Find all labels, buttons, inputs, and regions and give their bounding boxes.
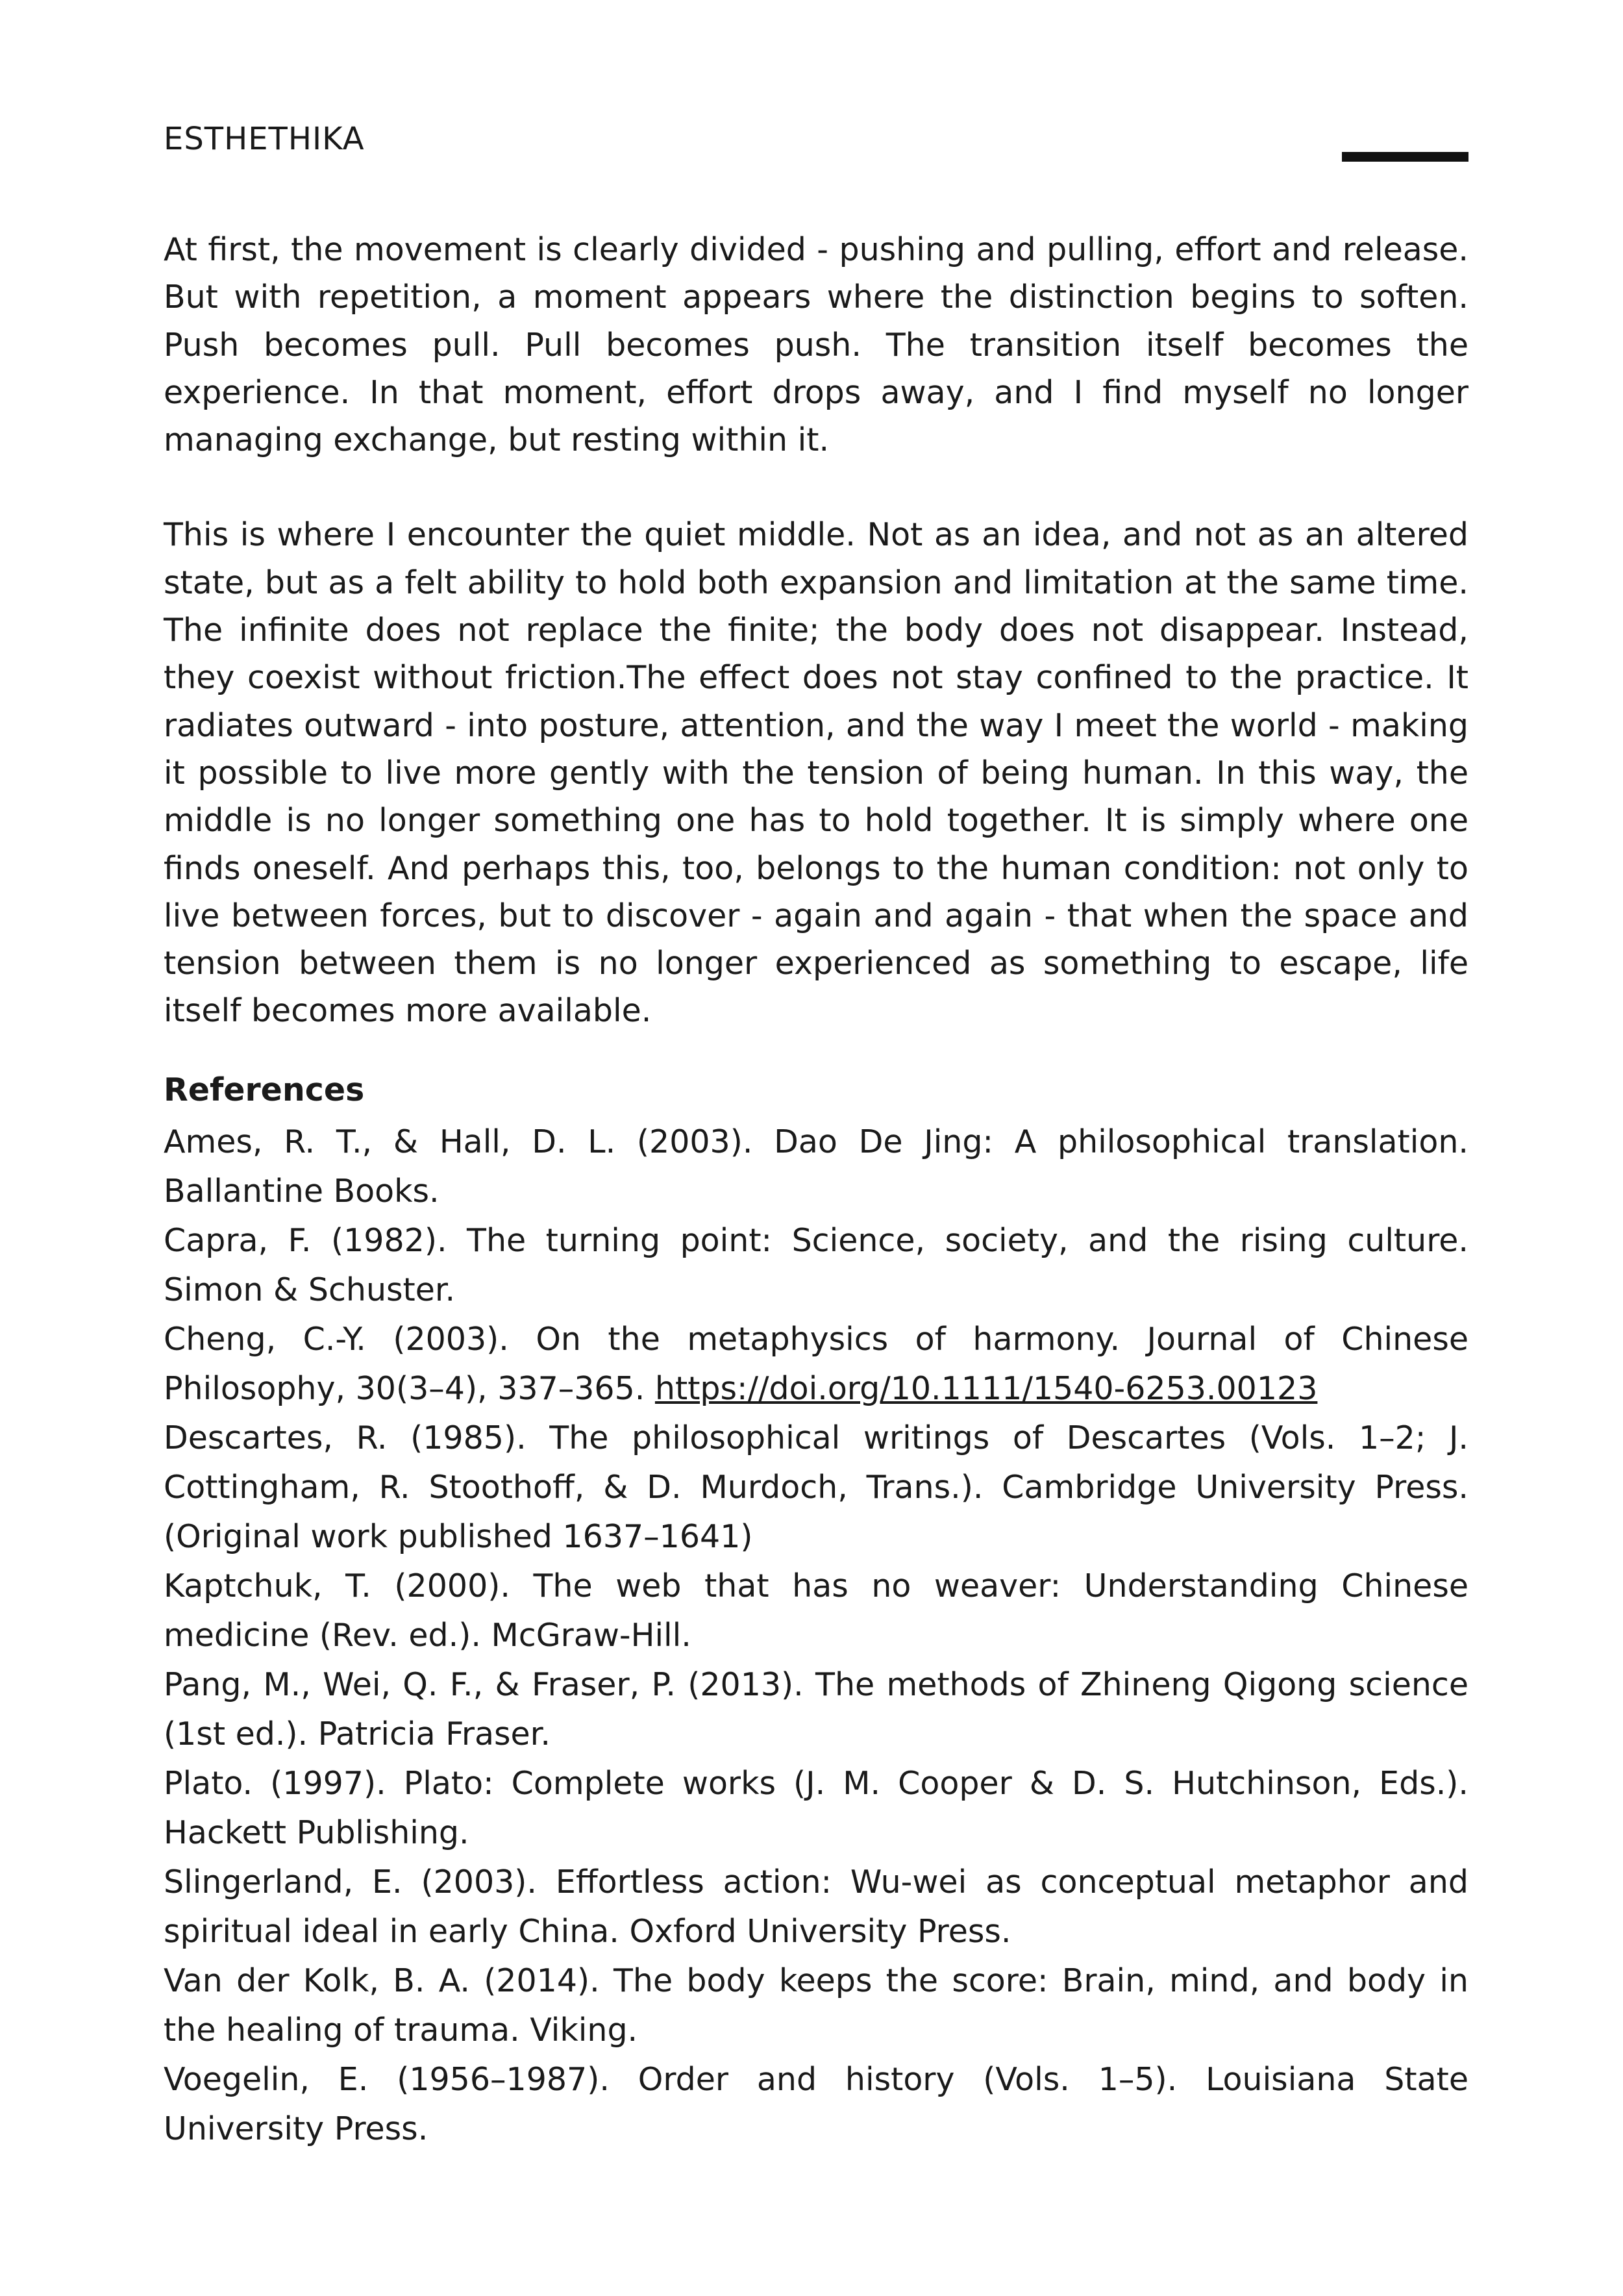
reference-text: Plato. (1997). Plato: Complete works (J. M. Cooper & D. S. Hutchinson, Eds.). Hackett Publishing. [164,1764,1468,1851]
brand-title: ESTHETHIKA [164,121,365,157]
reference-text: Cheng, C.-Y. (2003). On the metaphysics of harmony. Journal of Chinese Philosophy, 30(3–4), 337–365. [164,1320,1468,1407]
reference-item [164,1216,1468,1315]
reference-item [164,1414,1468,1562]
body-paragraph: At first, the movement is clearly divided - pushing and pulling, effort and release. But with repetition, a moment appears where the distinction begins to soften. Push becomes pull. Pull becomes push. The transition itself becomes the experience. In that moment, effort drops away, and I find myself no longer managing exchange, but resting within it. [164,231,1468,459]
reference-text: Ames, R. T., & Hall, D. L. (2003). Dao De Jing: A philosophical translation. Ballantine Books. [164,1123,1468,1210]
reference-text: Descartes, R. (1985). The philosophical writings of Descartes (Vols. 1–2; J. Cottingham, R. Stoothoff, & D. Murdoch, Trans.). Cambridge University Press. (Original work published 1637–1641) [164,1419,1468,1555]
document-page [164,0,1468,2154]
reference-item [164,1858,1468,1956]
reference-item [164,1315,1468,1414]
reference-item [164,1759,1468,1858]
reference-item [164,1956,1468,2055]
reference-item [164,1660,1468,1759]
body-paragraph: This is where I encounter the quiet middle. Not as an idea, and not as an altered state, but as a felt ability to hold both expansion and limitation at the same time. The infinite does not replace the finite; the body does not disappear. Instead, they coexist without friction.The effect does not stay confined to the practice. It radiates outward - into posture, attention, and the way I meet the world - making it possible to live more gently with the tension of being human. In this way, the middle is no longer something one has to hold together. It is simply where one finds oneself. And perhaps this, too, belongs to the human condition: not only to live between forces, but to discover - again and again - that when the space and tension between them is no longer experienced as something to escape, life itself becomes more available. [164,516,1468,1030]
reference-text: Slingerland, E. (2003). Effortless action: Wu-wei as conceptual metaphor and spiritual ideal in early China. Oxford University Press. [164,1863,1468,1950]
reference-text: Voegelin, E. (1956–1987). Order and history (Vols. 1–5). Louisiana State University Press. [164,2060,1468,2147]
references-heading: References [164,1071,365,1108]
reference-text: Kaptchuk, T. (2000). The web that has no weaver: Understanding Chinese medicine (Rev. ed.). McGraw-Hill. [164,1567,1468,1654]
reference-text: Pang, M., Wei, Q. F., & Fraser, P. (2013). The methods of Zhineng Qigong science (1st ed.). Patricia Fraser. [164,1666,1468,1753]
references-list [164,1117,1468,2154]
page-header [164,0,1468,162]
reference-item [164,2055,1468,2154]
header-rule [1342,152,1468,162]
reference-item [164,1562,1468,1660]
reference-item [164,1117,1468,1216]
reference-text: Van der Kolk, B. A. (2014). The body keeps the score: Brain, mind, and body in the healing of trauma. Viking. [164,1962,1468,2049]
doi-link[interactable]: https://doi.org/10.1111/1540-6253.00123 [654,1369,1318,1407]
reference-text: Capra, F. (1982). The turning point: Science, society, and the rising culture. Simon & Schuster. [164,1221,1468,1308]
